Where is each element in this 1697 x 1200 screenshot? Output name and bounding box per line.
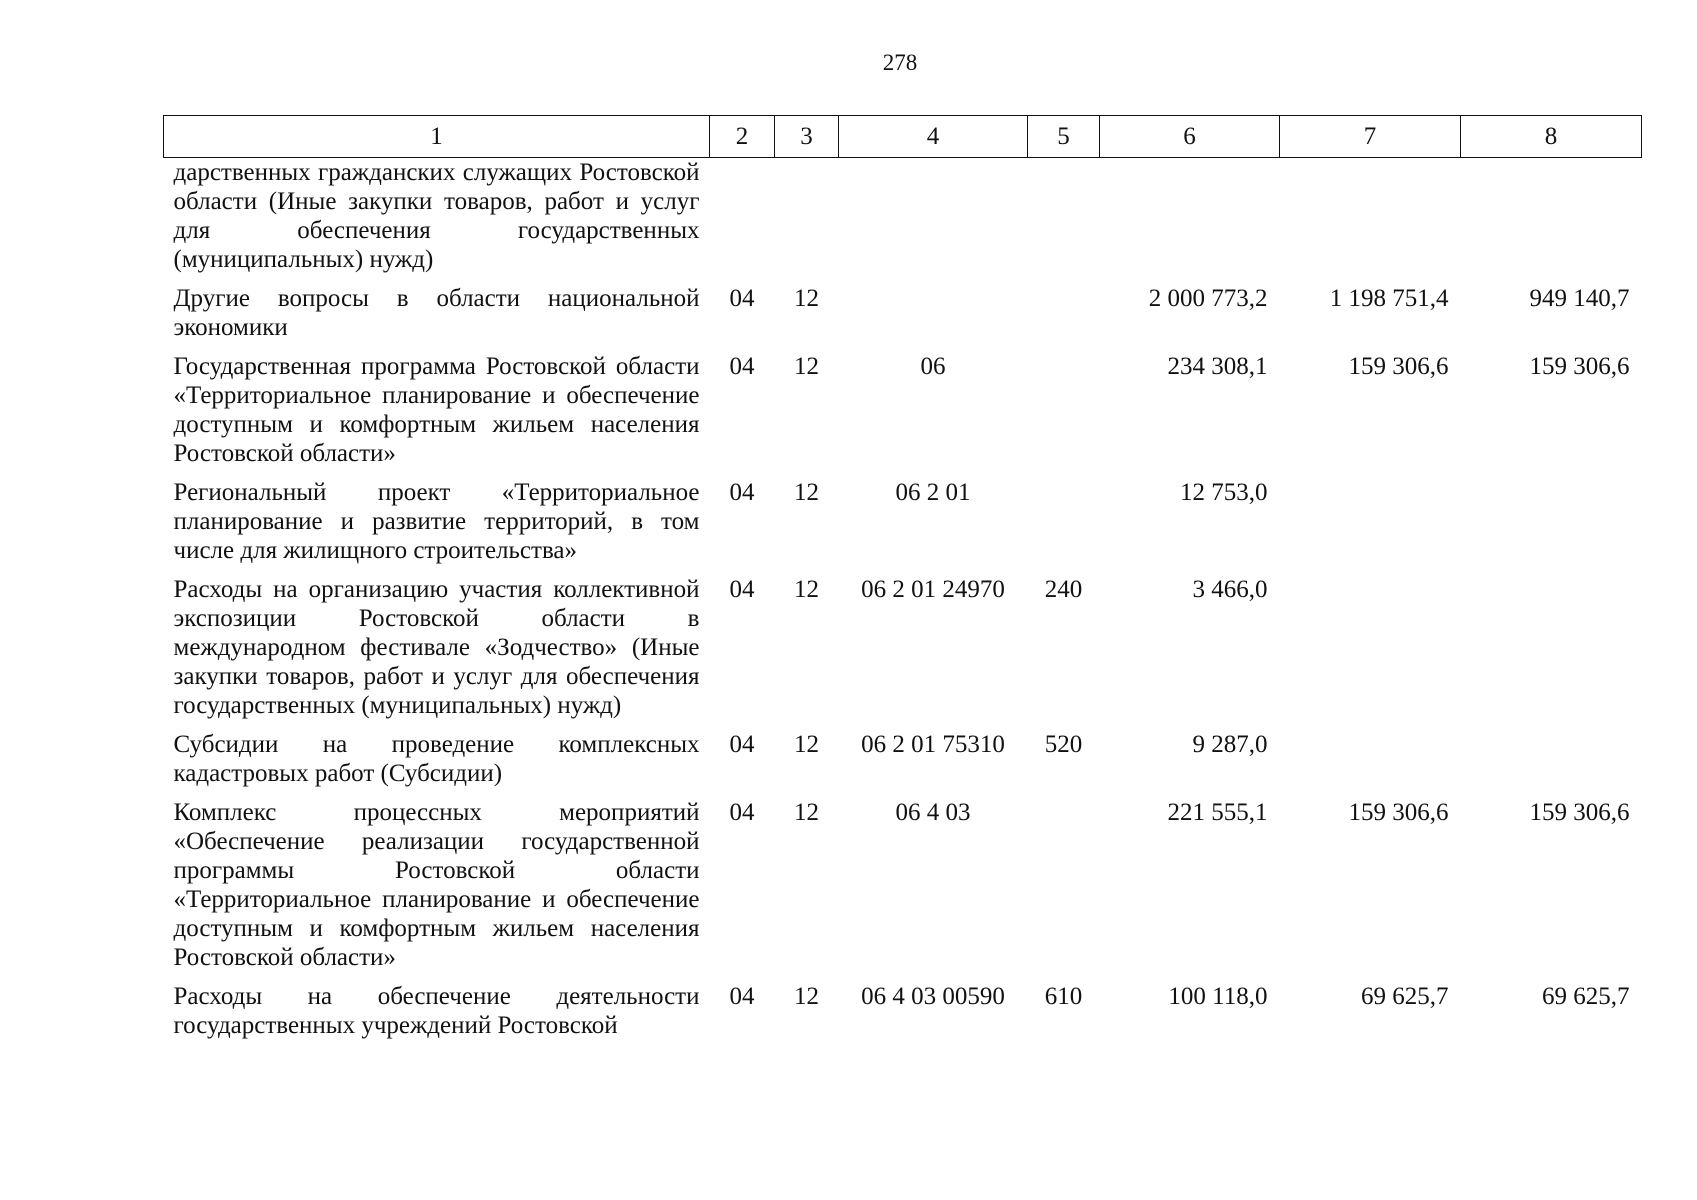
sum-2026-cell bbox=[1461, 575, 1642, 730]
sum-2024-cell bbox=[1100, 158, 1280, 285]
page-number: 278 bbox=[882, 50, 918, 75]
row-name-cell: Субсидии на проведение комплексных кадастровых работ (Субсидии) bbox=[173, 731, 700, 787]
sum-2024-cell: 2 000 773,2 bbox=[1148, 285, 1268, 312]
column-header-2: 2 bbox=[710, 116, 775, 158]
table-row bbox=[164, 798, 1642, 982]
csr-cell: 06 bbox=[920, 353, 946, 380]
table-row bbox=[164, 575, 1642, 730]
csr-cell bbox=[839, 284, 1028, 352]
sum-2024-cell: 3 466,0 bbox=[1192, 576, 1268, 603]
row-name-cell: Региональный проект «Территориальное планирование и развитие территорий, в том числе для жилищного строительства» bbox=[173, 479, 700, 564]
csr-cell bbox=[839, 158, 1028, 285]
sum-2026-cell: 159 306,6 bbox=[1529, 799, 1630, 826]
csr-cell: 06 4 03 bbox=[895, 799, 971, 826]
podrazdel-cell: 12 bbox=[794, 576, 819, 603]
csr-cell: 06 4 03 00590 bbox=[861, 983, 1005, 1010]
sum-2026-cell bbox=[1461, 478, 1642, 575]
table-row bbox=[164, 478, 1642, 575]
podrazdel-cell: 12 bbox=[794, 799, 819, 826]
table-row bbox=[164, 284, 1642, 352]
razdel-cell: 04 bbox=[729, 353, 755, 380]
podrazdel-cell bbox=[775, 158, 839, 285]
sum-2025-cell bbox=[1280, 158, 1461, 285]
csr-cell: 06 2 01 24970 bbox=[861, 576, 1005, 603]
podrazdel-cell: 12 bbox=[794, 983, 819, 1010]
sum-2025-cell: 69 625,7 bbox=[1361, 983, 1449, 1010]
sum-2024-cell: 9 287,0 bbox=[1192, 731, 1268, 758]
table-row bbox=[164, 982, 1642, 1050]
row-name-cell: Комплекс процессных мероприятий «Обеспечение реализации государственной программы Ростовской области «Территориальное планирование и обеспечение доступным и комфортным жильем населения Ростовской области» bbox=[173, 799, 700, 971]
vr-cell: 520 bbox=[1044, 731, 1083, 758]
csr-cell: 06 2 01 bbox=[895, 479, 971, 506]
razdel-cell: 04 bbox=[729, 983, 755, 1010]
vr-cell bbox=[1028, 352, 1100, 478]
sum-2024-cell: 221 555,1 bbox=[1167, 799, 1268, 826]
table-body bbox=[164, 158, 1642, 1051]
column-header-6: 6 bbox=[1100, 116, 1280, 158]
sum-2025-cell bbox=[1280, 575, 1461, 730]
podrazdel-cell: 12 bbox=[794, 479, 819, 506]
vr-cell bbox=[1028, 284, 1100, 352]
header-row bbox=[164, 116, 1642, 158]
csr-cell: 06 2 01 75310 bbox=[861, 731, 1005, 758]
razdel-cell: 04 bbox=[729, 479, 755, 506]
vr-cell: 610 bbox=[1044, 983, 1083, 1010]
sum-2026-cell: 949 140,7 bbox=[1529, 285, 1630, 312]
sum-2025-cell: 159 306,6 bbox=[1348, 353, 1449, 380]
vr-cell: 240 bbox=[1044, 576, 1083, 603]
row-name-cell: дарственных гражданских служащих Ростовской области (Иные закупки товаров, работ и услуг для обеспечения государственных (муниципальных) нужд) bbox=[173, 159, 700, 273]
sum-2026-cell bbox=[1461, 730, 1642, 798]
column-header-3: 3 bbox=[775, 116, 839, 158]
sum-2026-cell: 69 625,7 bbox=[1542, 983, 1630, 1010]
row-name-cell: Расходы на организацию участия коллективной экспозиции Ростовской области в международном фестивале «Зодчество» (Иные закупки товаров, работ и услуг для обеспечения государственных (муниципальных) нужд) bbox=[173, 576, 700, 719]
vr-cell bbox=[1028, 478, 1100, 575]
sum-2024-cell: 234 308,1 bbox=[1167, 353, 1268, 380]
column-header-1: 1 bbox=[164, 116, 710, 158]
row-name-cell: Другие вопросы в области национальной экономики bbox=[173, 285, 700, 341]
podrazdel-cell: 12 bbox=[794, 731, 819, 758]
razdel-cell bbox=[710, 158, 775, 285]
razdel-cell: 04 bbox=[729, 799, 755, 826]
row-name-cell: Расходы на обеспечение деятельности государственных учреждений Ростовской bbox=[173, 983, 700, 1039]
column-header-5: 5 bbox=[1028, 116, 1100, 158]
podrazdel-cell: 12 bbox=[794, 353, 819, 380]
podrazdel-cell: 12 bbox=[794, 285, 819, 312]
razdel-cell: 04 bbox=[729, 285, 755, 312]
sum-2025-cell: 1 198 751,4 bbox=[1329, 285, 1449, 312]
sum-2025-cell bbox=[1280, 478, 1461, 575]
row-name-cell: Государственная программа Ростовской области «Территориальное планирование и обеспечение доступным и комфортным жильем населения Ростовской области» bbox=[173, 353, 700, 467]
column-header-4: 4 bbox=[839, 116, 1028, 158]
table-header bbox=[164, 116, 1642, 158]
razdel-cell: 04 bbox=[729, 731, 755, 758]
sum-2024-cell: 100 118,0 bbox=[1168, 983, 1268, 1010]
sum-2025-cell bbox=[1280, 730, 1461, 798]
budget-table bbox=[163, 115, 1642, 1050]
sum-2026-cell bbox=[1461, 158, 1642, 285]
vr-cell bbox=[1028, 798, 1100, 982]
sum-2025-cell: 159 306,6 bbox=[1348, 799, 1449, 826]
column-header-7: 7 bbox=[1280, 116, 1461, 158]
column-header-8: 8 bbox=[1461, 116, 1642, 158]
table-row bbox=[164, 730, 1642, 798]
vr-cell bbox=[1028, 158, 1100, 285]
sum-2024-cell: 12 753,0 bbox=[1180, 479, 1268, 506]
table-row bbox=[164, 158, 1642, 285]
table-row bbox=[164, 352, 1642, 478]
sum-2026-cell: 159 306,6 bbox=[1529, 353, 1630, 380]
razdel-cell: 04 bbox=[729, 576, 755, 603]
